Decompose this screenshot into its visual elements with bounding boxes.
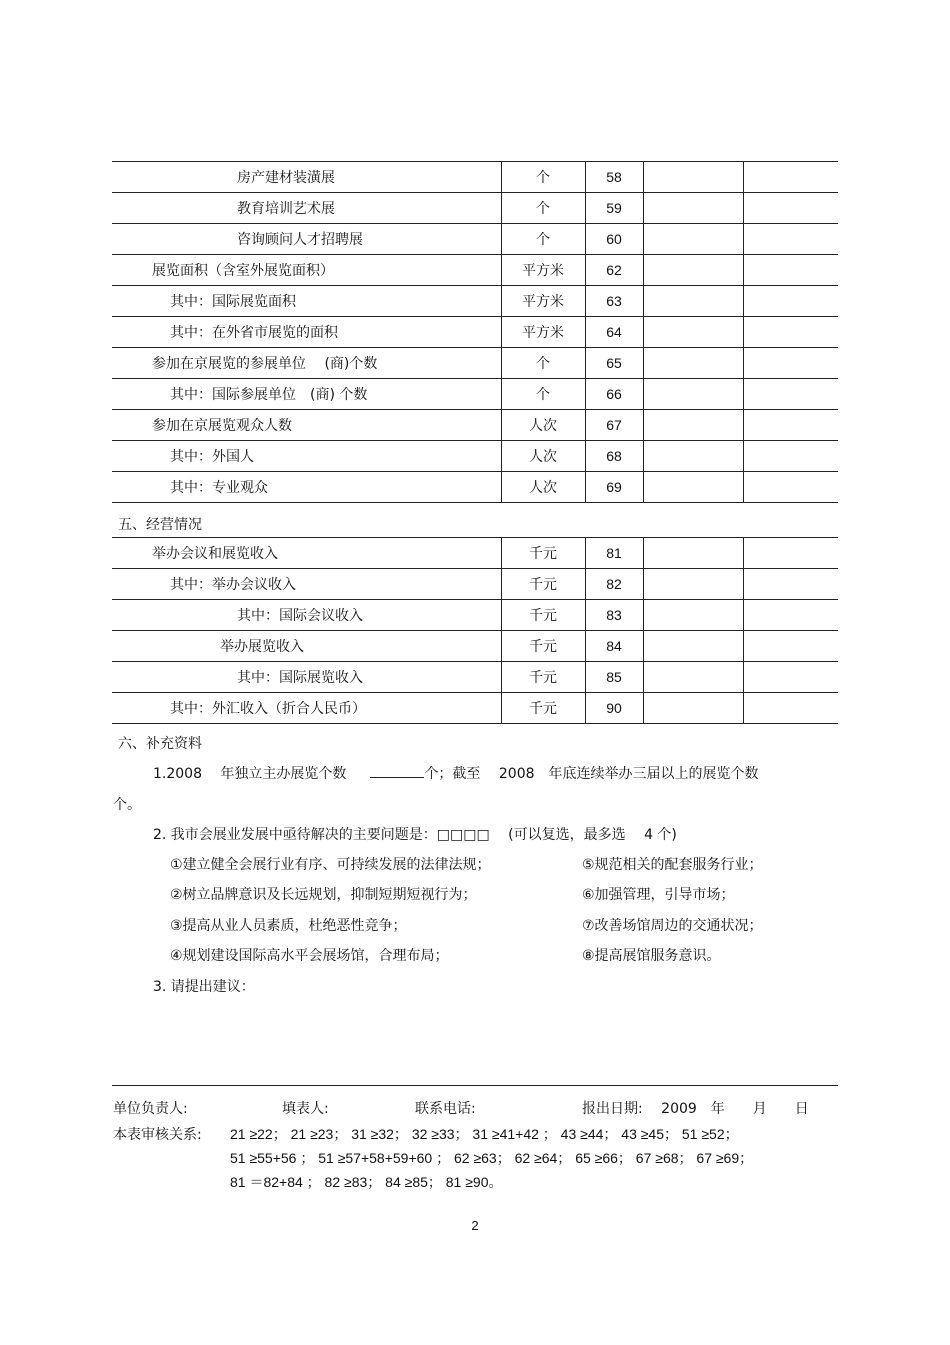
row-code: 82 [585, 569, 643, 600]
footer-divider [112, 1085, 838, 1086]
table-row [112, 193, 838, 224]
table-row [112, 600, 838, 631]
row-label: 其中：国际展览面积 [112, 286, 501, 317]
question-1-text-b: 个；截至 2008 年底连续举办三届以上的展览个数 [424, 766, 759, 782]
row-code: 59 [585, 193, 643, 224]
row-code: 65 [585, 348, 643, 379]
table-row [112, 162, 838, 193]
row-unit: 个 [501, 379, 585, 410]
row-code: 84 [585, 631, 643, 662]
row-unit: 平方米 [501, 255, 585, 286]
table-row [112, 538, 838, 569]
row-code: 62 [585, 255, 643, 286]
question-1-continuation: 个。 [113, 797, 141, 813]
row-code: 58 [585, 162, 643, 193]
row-label: 其中：外汇收入（折合人民币） [112, 693, 501, 724]
table-row [112, 348, 838, 379]
row-label: 参加在京展览观众人数 [112, 410, 501, 441]
value-cell[interactable] [643, 193, 743, 224]
row-label: 举办展览收入 [112, 631, 501, 662]
row-unit: 千元 [501, 538, 585, 569]
row-label: 参加在京展览的参展单位 (商)个数 [112, 348, 501, 379]
filler-label: 填表人: [282, 1101, 329, 1117]
row-code: 67 [585, 410, 643, 441]
option-7: ⑦改善场馆周边的交通状况； [582, 918, 763, 934]
value-cell[interactable] [743, 255, 838, 286]
value-cell[interactable] [743, 379, 838, 410]
value-cell[interactable] [743, 193, 838, 224]
stats-table-exhibitions [112, 161, 838, 503]
value-cell[interactable] [743, 662, 838, 693]
option-6: ⑥加强管理，引导市场； [582, 887, 735, 903]
value-cell[interactable] [743, 410, 838, 441]
row-label: 房产建材装潢展 [112, 162, 501, 193]
responsible-label: 单位负责人: [113, 1101, 188, 1117]
row-code: 69 [585, 472, 643, 503]
value-cell[interactable] [643, 255, 743, 286]
value-cell[interactable] [743, 224, 838, 255]
row-code: 64 [585, 317, 643, 348]
option-1: ①建立健全会展行业有序、可持续发展的法律法规； [170, 857, 491, 873]
value-cell[interactable] [743, 631, 838, 662]
row-label: 咨询顾问人才招聘展 [112, 224, 501, 255]
row-label: 其中：外国人 [112, 441, 501, 472]
value-cell[interactable] [743, 441, 838, 472]
row-label: 教育培训艺术展 [112, 193, 501, 224]
question-1-blank-input[interactable] [370, 763, 424, 778]
section-heading-supplementary: 六、补充资料 [118, 736, 202, 752]
report-date-label: 报出日期: 2009 年 月 日 [582, 1101, 809, 1117]
row-code: 60 [585, 224, 643, 255]
value-cell[interactable] [743, 348, 838, 379]
table-row [112, 631, 838, 662]
table-row [112, 472, 838, 503]
table-row [112, 569, 838, 600]
value-cell[interactable] [643, 348, 743, 379]
option-8: ⑧提高展馆服务意识。 [582, 948, 721, 964]
row-unit: 平方米 [501, 317, 585, 348]
value-cell[interactable] [643, 162, 743, 193]
audit-rules-line-2: 51 ≥55+56 ； 51 ≥57+58+59+60 ； 62 ≥63； 62 ≥64； 65 ≥66； 67 ≥68； 67 ≥69； [230, 1150, 754, 1166]
value-cell[interactable] [743, 317, 838, 348]
table-row [112, 693, 838, 724]
question-2: 2. 我市会展业发展中亟待解决的主要问题是：□□□□ (可以复选，最多选 4 个) [153, 827, 677, 843]
value-cell[interactable] [643, 472, 743, 503]
table-row [112, 441, 838, 472]
row-code: 68 [585, 441, 643, 472]
row-unit: 人次 [501, 472, 585, 503]
row-unit: 千元 [501, 693, 585, 724]
row-unit: 人次 [501, 410, 585, 441]
value-cell[interactable] [643, 538, 743, 569]
row-unit: 平方米 [501, 286, 585, 317]
row-label: 其中：举办会议收入 [112, 569, 501, 600]
value-cell[interactable] [743, 472, 838, 503]
option-2: ②树立品牌意识及长远规划，抑制短期短视行为； [170, 887, 477, 903]
value-cell[interactable] [743, 693, 838, 724]
value-cell[interactable] [643, 379, 743, 410]
question-1 [153, 763, 759, 783]
value-cell[interactable] [643, 286, 743, 317]
table-row [112, 224, 838, 255]
value-cell[interactable] [743, 162, 838, 193]
row-label: 其中：专业观众 [112, 472, 501, 503]
audit-rules-line-1: 21 ≥22； 21 ≥23； 31 ≥32； 32 ≥33； 31 ≥41+42 ； 43 ≥44； 43 ≥45； 51 ≥52； [230, 1126, 739, 1142]
row-unit: 千元 [501, 662, 585, 693]
value-cell[interactable] [743, 600, 838, 631]
row-label: 其中：国际会议收入 [112, 600, 501, 631]
stats-table-revenue [112, 537, 838, 724]
table-row [112, 317, 838, 348]
table-row [112, 286, 838, 317]
value-cell[interactable] [743, 569, 838, 600]
row-code: 85 [585, 662, 643, 693]
value-cell[interactable] [643, 662, 743, 693]
row-unit: 千元 [501, 600, 585, 631]
audit-label: 本表审核关系: [113, 1127, 202, 1143]
option-4: ④规划建设国际高水平会展场馆，合理布局； [170, 948, 449, 964]
row-unit: 千元 [501, 631, 585, 662]
row-code: 90 [585, 693, 643, 724]
row-code: 63 [585, 286, 643, 317]
row-label: 举办会议和展览收入 [112, 538, 501, 569]
row-label: 其中：国际参展单位 (商) 个数 [112, 379, 501, 410]
section-heading-operations: 五、经营情况 [118, 517, 202, 533]
question-3: 3. 请提出建议： [153, 979, 255, 995]
row-unit: 人次 [501, 441, 585, 472]
value-cell[interactable] [643, 631, 743, 662]
value-cell[interactable] [643, 317, 743, 348]
row-code: 83 [585, 600, 643, 631]
value-cell[interactable] [743, 286, 838, 317]
row-label: 展览面积（含室外展览面积） [112, 255, 501, 286]
row-unit: 个 [501, 193, 585, 224]
value-cell[interactable] [643, 410, 743, 441]
row-unit: 个 [501, 224, 585, 255]
value-cell[interactable] [643, 600, 743, 631]
row-label: 其中：在外省市展览的面积 [112, 317, 501, 348]
option-5: ⑤规范相关的配套服务行业； [582, 857, 763, 873]
option-3: ③提高从业人员素质，杜绝恶性竞争； [170, 918, 407, 934]
row-code: 81 [585, 538, 643, 569]
audit-rules-line-3: 81 ＝82+84 ； 82 ≥83； 84 ≥85； 81 ≥90。 [230, 1174, 503, 1190]
value-cell[interactable] [743, 538, 838, 569]
table-row [112, 662, 838, 693]
row-unit: 千元 [501, 569, 585, 600]
question-1-text-a: 1.2008 年独立主办展览个数 [153, 766, 347, 782]
value-cell[interactable] [643, 224, 743, 255]
row-code: 66 [585, 379, 643, 410]
table-row [112, 379, 838, 410]
table-row [112, 410, 838, 441]
row-label: 其中：国际展览收入 [112, 662, 501, 693]
row-unit: 个 [501, 348, 585, 379]
value-cell[interactable] [643, 441, 743, 472]
table-row [112, 255, 838, 286]
row-unit: 个 [501, 162, 585, 193]
value-cell[interactable] [643, 693, 743, 724]
page-number: 2 [471, 1218, 479, 1233]
phone-label: 联系电话: [415, 1101, 476, 1117]
value-cell[interactable] [643, 569, 743, 600]
